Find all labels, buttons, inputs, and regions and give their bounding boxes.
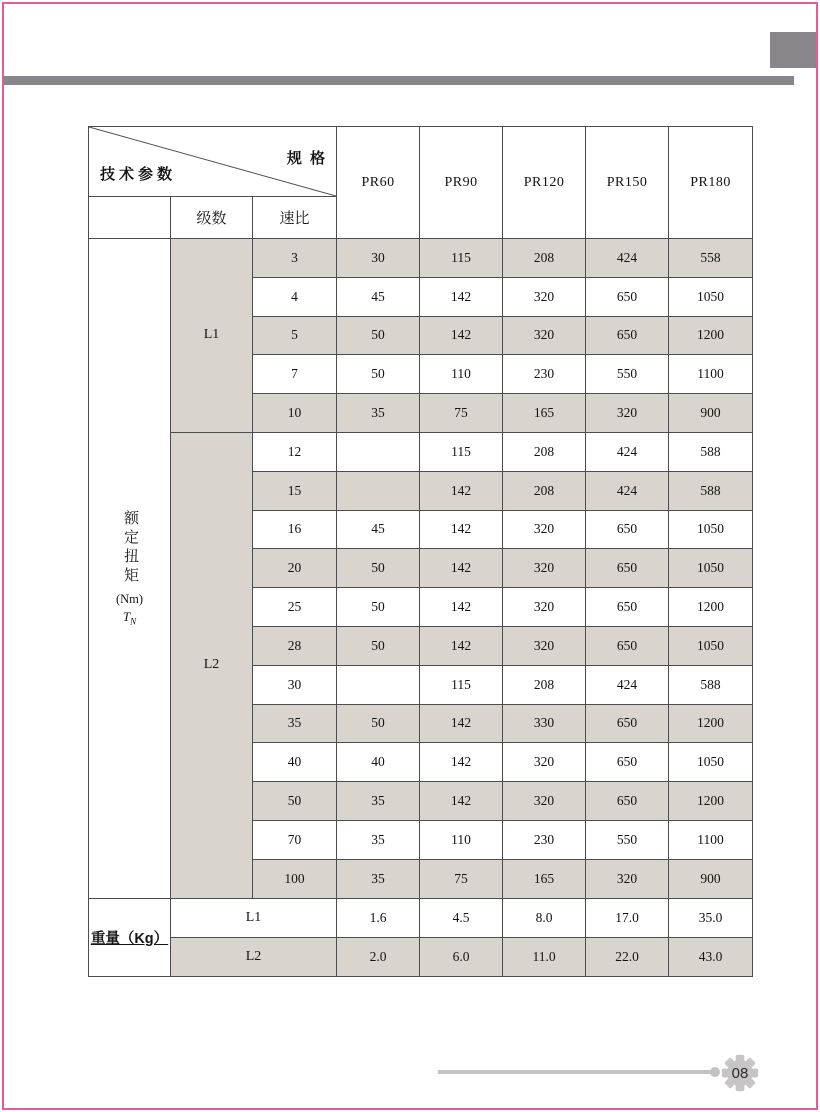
top-divider-bar xyxy=(3,76,794,85)
value-cell: 230 xyxy=(503,820,586,859)
value-cell: 900 xyxy=(669,859,753,898)
value-cell: 1200 xyxy=(669,316,753,355)
value-cell: 45 xyxy=(337,510,420,549)
column-header-pr60: PR60 xyxy=(337,127,420,239)
header-row-1 xyxy=(89,127,753,197)
page-number-badge xyxy=(721,1054,759,1092)
value-cell: 1050 xyxy=(669,277,753,316)
column-header-pr120: PR120 xyxy=(503,127,586,239)
param-header-label: 技术参数 xyxy=(100,166,177,183)
value-cell: 588 xyxy=(669,471,753,510)
value-cell: 320 xyxy=(503,588,586,627)
value-cell: 142 xyxy=(420,471,503,510)
value-cell: 142 xyxy=(420,704,503,743)
torque-symbol: $T_N$ xyxy=(122,608,137,627)
weight-value-cell: 17.0 xyxy=(586,898,669,937)
value-cell: 558 xyxy=(669,239,753,278)
value-cell: 320 xyxy=(503,782,586,821)
ratio-cell: 50 xyxy=(253,782,337,821)
value-cell: 165 xyxy=(503,394,586,433)
value-cell: 588 xyxy=(669,432,753,471)
value-cell: 650 xyxy=(586,588,669,627)
corner-cell xyxy=(89,127,337,197)
value-cell: 550 xyxy=(586,355,669,394)
value-cell: 1100 xyxy=(669,820,753,859)
weight-value-cell: 4.5 xyxy=(420,898,503,937)
value-cell xyxy=(337,665,420,704)
value-cell: 550 xyxy=(586,820,669,859)
value-cell: 424 xyxy=(586,665,669,704)
value-cell: 650 xyxy=(586,743,669,782)
ratio-cell: 20 xyxy=(253,549,337,588)
value-cell: 142 xyxy=(420,626,503,665)
value-cell: 1200 xyxy=(669,704,753,743)
spec-header-label: 规 格 xyxy=(286,150,328,167)
value-cell: 50 xyxy=(337,588,420,627)
weight-value-cell: 1.6 xyxy=(337,898,420,937)
ratio-cell: 16 xyxy=(253,510,337,549)
weight-stage-cell: L2 xyxy=(171,937,337,976)
value-cell: 115 xyxy=(420,665,503,704)
value-cell: 50 xyxy=(337,549,420,588)
torque-unit: (Nm) xyxy=(115,591,144,606)
value-cell: 35 xyxy=(337,394,420,433)
weight-row xyxy=(89,937,753,976)
value-cell: 35 xyxy=(337,859,420,898)
value-cell: 650 xyxy=(586,704,669,743)
value-cell: 650 xyxy=(586,782,669,821)
value-cell: 142 xyxy=(420,316,503,355)
ratio-cell: 10 xyxy=(253,394,337,433)
ratio-subheader: 速比 xyxy=(253,197,337,239)
value-cell: 650 xyxy=(586,316,669,355)
value-cell xyxy=(337,471,420,510)
value-cell: 208 xyxy=(503,665,586,704)
value-cell: 1100 xyxy=(669,355,753,394)
value-cell: 50 xyxy=(337,626,420,665)
footer-rule xyxy=(438,1070,712,1074)
value-cell: 45 xyxy=(337,277,420,316)
value-cell: 320 xyxy=(503,316,586,355)
weight-row-header: 重量（Kg） xyxy=(89,898,171,976)
stage-cell-l1: L1 xyxy=(171,239,253,433)
value-cell: 50 xyxy=(337,355,420,394)
value-cell: 1050 xyxy=(669,510,753,549)
weight-value-cell: 22.0 xyxy=(586,937,669,976)
value-cell: 230 xyxy=(503,355,586,394)
value-cell: 1050 xyxy=(669,626,753,665)
value-cell: 142 xyxy=(420,277,503,316)
value-cell: 320 xyxy=(503,626,586,665)
value-cell: 115 xyxy=(420,432,503,471)
value-cell: 424 xyxy=(586,239,669,278)
column-header-pr90: PR90 xyxy=(420,127,503,239)
weight-value-cell: 8.0 xyxy=(503,898,586,937)
weight-value-cell: 6.0 xyxy=(420,937,503,976)
stage-cell-l2: L2 xyxy=(171,432,253,898)
ratio-cell: 70 xyxy=(253,820,337,859)
value-cell: 320 xyxy=(586,859,669,898)
value-cell: 50 xyxy=(337,704,420,743)
value-cell: 115 xyxy=(420,239,503,278)
table-row xyxy=(89,432,753,471)
value-cell: 320 xyxy=(503,743,586,782)
value-cell: 424 xyxy=(586,432,669,471)
value-cell: 142 xyxy=(420,782,503,821)
top-right-block xyxy=(770,32,817,68)
value-cell: 320 xyxy=(503,510,586,549)
value-cell: 320 xyxy=(586,394,669,433)
value-cell: 35 xyxy=(337,820,420,859)
value-cell: 588 xyxy=(669,665,753,704)
torque-title: 额定扭矩 xyxy=(122,509,138,586)
value-cell: 900 xyxy=(669,394,753,433)
ratio-cell: 35 xyxy=(253,704,337,743)
page-number: 08 xyxy=(731,1064,749,1082)
value-cell: 1200 xyxy=(669,588,753,627)
value-cell: 650 xyxy=(586,626,669,665)
spec-table xyxy=(88,126,753,977)
value-cell: 650 xyxy=(586,510,669,549)
value-cell xyxy=(337,432,420,471)
weight-value-cell: 2.0 xyxy=(337,937,420,976)
ratio-cell: 25 xyxy=(253,588,337,627)
value-cell: 35 xyxy=(337,782,420,821)
ratio-cell: 3 xyxy=(253,239,337,278)
torque-label-block xyxy=(89,510,170,627)
ratio-cell: 40 xyxy=(253,743,337,782)
value-cell: 320 xyxy=(503,549,586,588)
ratio-cell: 30 xyxy=(253,665,337,704)
value-cell: 50 xyxy=(337,316,420,355)
column-header-pr150: PR150 xyxy=(586,127,669,239)
torque-row-header xyxy=(89,239,171,899)
value-cell: 208 xyxy=(503,432,586,471)
value-cell: 330 xyxy=(503,704,586,743)
weight-value-cell: 35.0 xyxy=(669,898,753,937)
value-cell: 1200 xyxy=(669,782,753,821)
value-cell: 142 xyxy=(420,510,503,549)
weight-stage-cell: L1 xyxy=(171,898,337,937)
value-cell: 142 xyxy=(420,549,503,588)
table-row xyxy=(89,239,753,278)
value-cell: 110 xyxy=(420,355,503,394)
stage-subheader: 级数 xyxy=(171,197,253,239)
value-cell: 1050 xyxy=(669,549,753,588)
value-cell: 30 xyxy=(337,239,420,278)
value-cell: 650 xyxy=(586,549,669,588)
ratio-cell: 12 xyxy=(253,432,337,471)
value-cell: 424 xyxy=(586,471,669,510)
ratio-cell: 28 xyxy=(253,626,337,665)
value-cell: 40 xyxy=(337,743,420,782)
value-cell: 142 xyxy=(420,743,503,782)
value-cell: 320 xyxy=(503,277,586,316)
weight-value-cell: 43.0 xyxy=(669,937,753,976)
value-cell: 75 xyxy=(420,859,503,898)
ratio-cell: 7 xyxy=(253,355,337,394)
weight-value-cell: 11.0 xyxy=(503,937,586,976)
ratio-cell: 5 xyxy=(253,316,337,355)
value-cell: 165 xyxy=(503,859,586,898)
value-cell: 75 xyxy=(420,394,503,433)
footer-dot xyxy=(710,1067,720,1077)
empty-corner-cell xyxy=(89,197,171,239)
column-header-pr180: PR180 xyxy=(669,127,753,239)
value-cell: 208 xyxy=(503,471,586,510)
weight-row xyxy=(89,898,753,937)
value-cell: 110 xyxy=(420,820,503,859)
value-cell: 650 xyxy=(586,277,669,316)
ratio-cell: 15 xyxy=(253,471,337,510)
value-cell: 208 xyxy=(503,239,586,278)
value-cell: 142 xyxy=(420,588,503,627)
value-cell: 1050 xyxy=(669,743,753,782)
ratio-cell: 100 xyxy=(253,859,337,898)
ratio-cell: 4 xyxy=(253,277,337,316)
